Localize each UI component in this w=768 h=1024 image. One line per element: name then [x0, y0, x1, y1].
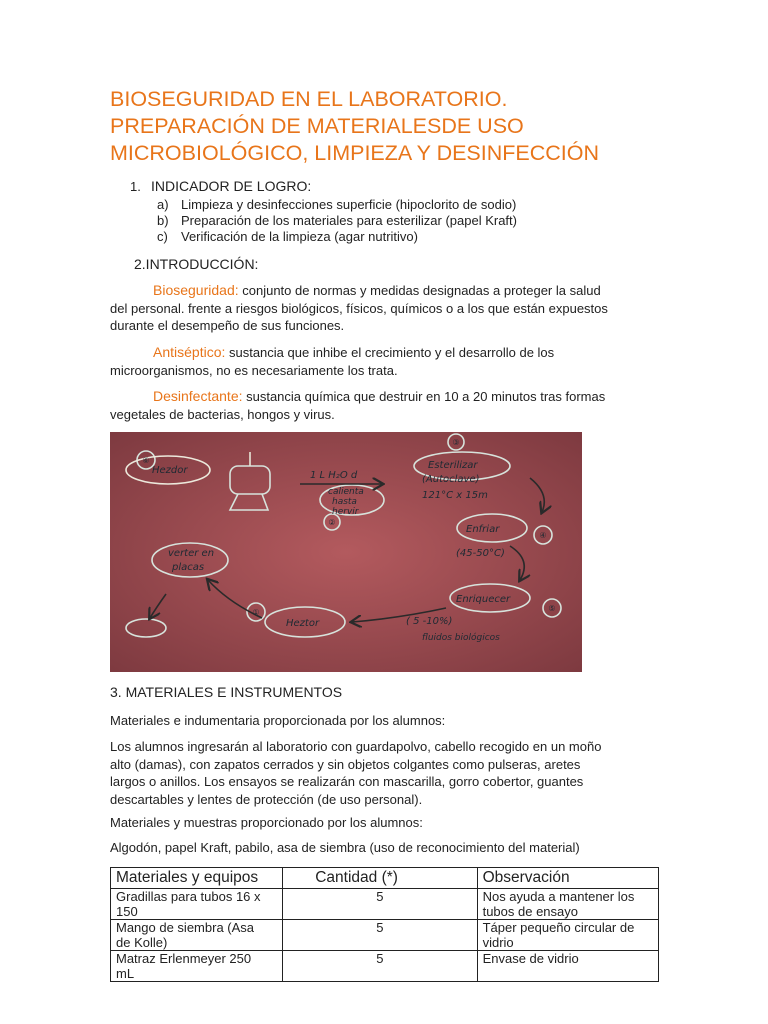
step-label: hervir — [332, 507, 359, 517]
definition-term: Antiséptico: — [153, 344, 226, 360]
definition-text: durante el desempeño de sus funciones. — [110, 318, 345, 333]
paragraph-line: alto (damas), con zapatos cerrados y sin objetos colgantes como pulseras, aretes — [110, 756, 581, 772]
cell-line: de Kolle) — [116, 935, 168, 950]
paragraph-line: Los alumnos ingresarán al laboratorio con guardapolvo, cabello recogido en un moño — [110, 739, 602, 754]
section-1-number: 1. — [130, 179, 141, 194]
step-number: ② — [328, 518, 336, 527]
list-item-letter: b) — [157, 213, 169, 228]
definition-text: microorganismos, no es necesariamente los trata. — [110, 362, 398, 378]
step-number: ⑤ — [548, 604, 556, 613]
step-label: (Autoclave) — [422, 474, 480, 485]
step-label: Hezdor — [152, 465, 188, 476]
table-cell-qty: 5 — [283, 889, 477, 920]
list-item-text: Preparación de los materiales para esterilizar (papel Kraft) — [181, 213, 517, 228]
step-number: ① — [252, 608, 260, 617]
step-label: Heztor — [286, 618, 320, 629]
step-label: placas — [172, 562, 205, 573]
column-header: Cantidad (*) — [283, 868, 477, 889]
table-row — [111, 889, 659, 920]
table-cell-obs — [477, 889, 658, 920]
definition-text: conjunto de normas y medidas designadas a proteger la salud — [238, 283, 601, 298]
samples-intro: Materiales y muestras proporcionado por los alumnos: — [110, 815, 423, 830]
materials-intro: Materiales e indumentaria proporcionada por los alumnos: — [110, 713, 446, 728]
document-title — [110, 86, 670, 167]
definition-text: sustancia química que destruir en 10 a 20 minutos tras formas — [242, 389, 606, 404]
paragraph-line: largos o anillos. Los ensayos se realizarán con mascarilla, gorro cobertor, guantes — [110, 774, 584, 789]
table-cell-qty: 5 — [283, 920, 477, 951]
list-item-text: Limpieza y desinfecciones superficie (hipoclorito de sodio) — [181, 197, 517, 212]
paragraph-line: descartables y lentes de protección (de uso personal). — [110, 791, 423, 807]
step-label: ( 5 -10%) — [406, 616, 453, 627]
cell-line: tubos de ensayo — [482, 904, 578, 919]
cell-line: Gradillas para tubos 16 x — [116, 889, 261, 904]
step-label: 1 L H₂O d — [310, 470, 358, 481]
step-number: ⑥ — [142, 456, 150, 465]
table-cell-item — [111, 889, 283, 920]
step-label: Esterilizar — [428, 460, 478, 471]
column-header: Materiales y equipos — [111, 868, 283, 889]
cell-line: Nos ayuda a mantener los — [482, 889, 635, 904]
table-cell-obs — [477, 951, 658, 982]
process-diagram-photo — [110, 432, 582, 672]
section-2-heading: 2.INTRODUCCIÓN: — [134, 256, 259, 272]
step-label: verter en — [168, 548, 215, 559]
list-item — [157, 213, 517, 228]
materials-table — [110, 867, 659, 982]
section-3-heading: 3. MATERIALES E INSTRUMENTOS — [110, 684, 343, 700]
step-label: Enriquecer — [456, 594, 511, 605]
step-label: Enfriar — [466, 524, 500, 535]
table-cell-item — [111, 951, 283, 982]
cell-line: mL — [116, 966, 135, 981]
table-cell-qty: 5 — [283, 951, 477, 982]
list-item-letter: c) — [157, 229, 168, 244]
title-line-3: MICROBIOLÓGICO, LIMPIEZA Y DESINFECCIÓN — [110, 141, 600, 165]
section-1-title: INDICADOR DE LOGRO: — [151, 178, 312, 194]
definition-term: Desinfectante: — [153, 388, 243, 404]
step-number: ③ — [452, 438, 460, 447]
cell-line: Envase de vidrio — [482, 951, 579, 966]
cell-line: Táper pequeño circular de — [482, 920, 635, 935]
table-row — [111, 920, 659, 951]
table-row — [111, 951, 659, 982]
column-header: Observación — [477, 868, 658, 889]
title-line-2: PREPARACIÓN DE MATERIALESDE USO — [110, 114, 524, 138]
lab-attire-paragraph — [110, 738, 658, 808]
list-item-letter: a) — [157, 197, 169, 212]
table-header-row — [111, 868, 659, 889]
definition-text: sustancia que inhibe el crecimiento y el desarrollo de los — [225, 345, 555, 360]
cell-line: vidrio — [482, 935, 514, 950]
cell-line: Matraz Erlenmeyer 250 — [116, 951, 252, 966]
cell-line: Mango de siembra (Asa — [116, 920, 255, 935]
title-line-1: BIOSEGURIDAD EN EL LABORATORIO. — [110, 87, 508, 111]
step-label: fluidos biológicos — [422, 633, 500, 643]
samples-list: Algodón, papel Kraft, pabilo, asa de siembra (uso de reconocimiento del material) — [110, 840, 580, 855]
table-cell-obs — [477, 920, 658, 951]
list-item — [157, 229, 418, 244]
list-item-text: Verificación de la limpieza (agar nutritivo) — [181, 229, 418, 244]
definition-bioseguridad — [110, 282, 658, 335]
definition-antiseptico — [110, 344, 658, 379]
step-label: 121°C x 15m — [422, 490, 488, 501]
section-1-heading — [130, 178, 311, 194]
step-label: (45-50°C) — [456, 548, 505, 559]
definition-desinfectante — [110, 388, 658, 423]
definition-text: vegetales de bacterias, hongos y virus. — [110, 406, 335, 422]
step-number: ④ — [539, 531, 547, 540]
cell-line: 150 — [116, 904, 138, 919]
list-item — [157, 197, 516, 212]
step-label: calienta — [328, 487, 364, 497]
table-cell-item — [111, 920, 283, 951]
step-label: hasta — [332, 497, 357, 507]
definition-term: Bioseguridad: — [153, 282, 239, 298]
definition-text: del personal. frente a riesgos biológicos, físicos, químicos o a los que están expuestos — [110, 300, 608, 316]
